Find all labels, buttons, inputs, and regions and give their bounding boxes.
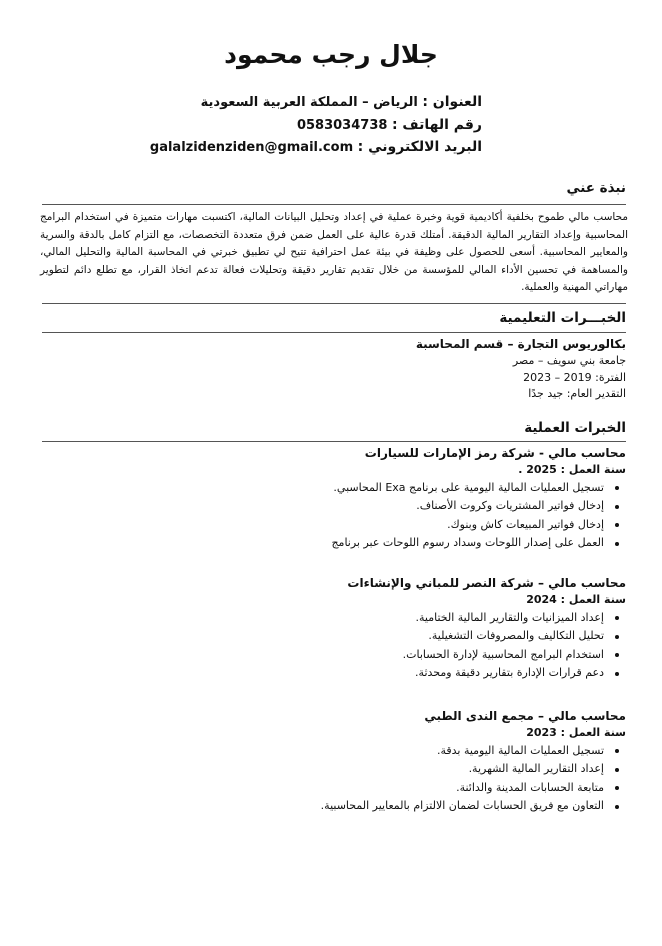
list-item: استخدام البرامج المحاسبية لإدارة الحسابات. [66, 646, 604, 665]
education-university: جامعة بني سويف – مصر [512, 354, 626, 367]
job-year: سنة العمل : 2023 [526, 726, 626, 739]
phone-label: رقم الهاتف : [391, 117, 482, 133]
list-item: تسجيل العمليات المالية اليومية على برنامج Exa المحاسبي. [66, 479, 604, 498]
job-title: محاسب مالي - شركة رمز الإمارات للسيارات [364, 446, 626, 460]
list-item: إدخال فواتير المشتريات وكروت الأصناف. [66, 497, 604, 516]
list-item: تسجيل العمليات المالية اليومية بدقة. [66, 742, 604, 761]
about-title: نبذة عني [566, 180, 626, 196]
phone-value: 0583034738 [296, 118, 388, 133]
about-divider [42, 204, 626, 205]
list-item: تحليل التكاليف والمصروفات التشغيلية. [66, 627, 604, 646]
job-duties [66, 479, 626, 553]
address-label: العنوان : [422, 94, 482, 110]
job-entry [66, 445, 626, 553]
education-block [66, 336, 626, 403]
education-title: الخبـــرات التعليمية [499, 310, 626, 326]
education-top-divider [42, 303, 626, 304]
email-line [22, 139, 482, 155]
address-line [22, 94, 482, 110]
list-item: إعداد الميزانيات والتقارير المالية الختامية. [66, 609, 604, 628]
list-item: إدخال فواتير المبيعات كاش وبنوك. [66, 516, 604, 535]
list-item: العمل على إصدار اللوحات وسداد رسوم اللوحات عبر برنامج [66, 534, 604, 553]
job-duties [66, 609, 626, 683]
job-entry [66, 575, 626, 683]
list-item: إعداد التقارير المالية الشهرية. [66, 760, 604, 779]
job-year: سنة العمل : 2024 [526, 593, 626, 606]
education-degree: بكالوريوس التجارة – قسم المحاسبة [415, 337, 626, 351]
email-label: البريد الالكتروني : [357, 139, 482, 155]
job-entry [66, 708, 626, 816]
about-text: محاسب مالي طموح بخلفية أكاديمية قوية وخبرة عملية في إعداد وتحليل البيانات المالية، اكتسبت مهارات متميزة في استخدام البرامج المحاسبية وإعداد التقارير المالية الدقيقة. أمتلك قدرة عالية على العمل ضمن فرق متعددة التخصصات، مع التزام كامل بالدقة والسرية والمعايير المحاسبية. أسعى للحصول على وظيفة في بيئة عمل احترافية تتيح لي تطبيق خبرتي في المحاسبة المالية والتحليل المالي، والمساهمة في تحسين الأداء المالي للمؤسسة من خلال تقديم تقارير دقيقة وتحليلات فعالة تدعم اتخاذ القرار، مع تطلع دائم لتطوير مهاراتي المهنية والعملية. [40, 211, 628, 293]
job-title: محاسب مالي – شركة النصر للمباني والإنشاءات [347, 576, 626, 590]
email-value: galalzidenziden@gmail.com [149, 140, 354, 155]
education-divider [42, 332, 626, 333]
list-item: التعاون مع فريق الحسابات لضمان الالتزام بالمعايير المحاسبية. [66, 797, 604, 816]
job-duties [66, 742, 626, 816]
experience-divider [42, 441, 626, 442]
list-item: دعم قرارات الإدارة بتقارير دقيقة ومحدثة. [66, 664, 604, 683]
job-title: محاسب مالي – مجمع الندى الطبي [424, 709, 626, 723]
education-period: الفترة: 2019 – 2023 [523, 370, 626, 384]
job-year: سنة العمل : 2025 . [518, 463, 626, 476]
experience-title: الخبرات العملية [524, 420, 626, 436]
address-value: الرياض – المملكة العربية السعودية [200, 95, 418, 110]
phone-line [22, 117, 482, 133]
list-item: متابعة الحسابات المدينة والدائنة. [66, 779, 604, 798]
candidate-name: جلال رجب محمود [224, 40, 438, 69]
education-grade: التقدير العام: جيد جدًا [528, 387, 626, 400]
